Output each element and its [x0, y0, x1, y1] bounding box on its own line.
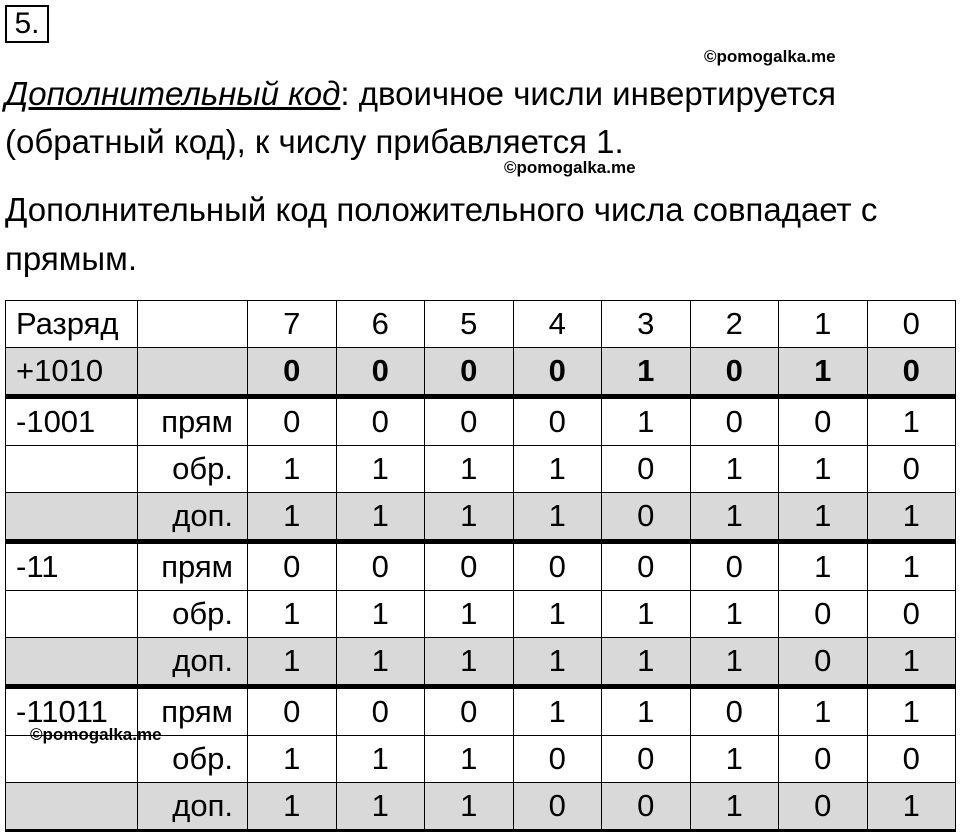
definition-line-2: (обратный код), к числу прибавляется 1. [5, 123, 624, 160]
number-label-empty [6, 446, 138, 493]
bit-cell: 1 [867, 783, 956, 831]
bit-cell: 0 [336, 687, 425, 736]
bit-cell: 1 [602, 591, 691, 638]
bit-cell: 1 [425, 783, 514, 831]
bit-cell: 1 [602, 638, 691, 687]
bit-cell: 1 [690, 493, 779, 542]
bit-cell: 1 [779, 542, 868, 591]
watermark: ©pomogalka.me [704, 47, 836, 66]
bit-cell: 1 [336, 493, 425, 542]
bit-cell: 0 [867, 736, 956, 783]
positive-row [6, 348, 956, 397]
bit-cell: 1 [867, 542, 956, 591]
code-row [6, 397, 956, 446]
bit-cell: 1 [867, 493, 956, 542]
bit-cell: 0 [425, 397, 514, 446]
bit-cell: 0 [602, 542, 691, 591]
watermark: ©pomogalka.me [30, 725, 162, 744]
bit-cell: 0 [779, 783, 868, 831]
number-label: -11 [6, 542, 138, 591]
note-line-2: прямым. [5, 240, 137, 277]
code-type-label: обр. [138, 446, 248, 493]
bit-cell: 1 [336, 446, 425, 493]
bit-cell: 1 [690, 591, 779, 638]
header-label: Разряд [6, 301, 138, 348]
bit-position-2: 2 [690, 301, 779, 348]
bit-cell: 1 [602, 687, 691, 736]
bit-cell: 0 [690, 687, 779, 736]
number-label: +1010 [6, 348, 138, 397]
bit-cell: 0 [513, 783, 602, 831]
bit-cell: 0 [425, 687, 514, 736]
bit-cell: 0 [779, 736, 868, 783]
bit-cell: 1 [690, 446, 779, 493]
header-row [6, 301, 956, 348]
bit-cell: 1 [336, 591, 425, 638]
bit-cell: 1 [602, 397, 691, 446]
bit-cell: 0 [779, 397, 868, 446]
bit-cell: 1 [425, 638, 514, 687]
code-type-label: доп. [138, 783, 248, 831]
bit-cell: 0 [513, 736, 602, 783]
bit-cell: 0 [867, 591, 956, 638]
bit-position-5: 5 [425, 301, 514, 348]
code-row [6, 591, 956, 638]
bit-cell: 0 [779, 638, 868, 687]
bit-cell: 1 [336, 783, 425, 831]
code-row [6, 446, 956, 493]
bit-cell: 1 [690, 736, 779, 783]
bit-cell: 1 [248, 591, 337, 638]
bit-cell: 1 [779, 348, 868, 397]
bit-cell: 1 [248, 736, 337, 783]
bit-cell: 1 [867, 638, 956, 687]
bit-cell: 1 [336, 736, 425, 783]
bit-cell: 0 [248, 542, 337, 591]
bit-cell: 1 [248, 493, 337, 542]
code-type-label: обр. [138, 591, 248, 638]
bit-cell: 0 [602, 736, 691, 783]
bit-cell: 0 [602, 493, 691, 542]
bit-cell: 1 [513, 446, 602, 493]
bit-cell: 1 [779, 493, 868, 542]
header-spacer [138, 301, 248, 348]
bit-cell: 0 [690, 542, 779, 591]
code-type-label: доп. [138, 493, 248, 542]
bit-cell: 0 [513, 542, 602, 591]
number-label: -11011 [6, 687, 138, 736]
bit-cell: 1 [248, 446, 337, 493]
bit-cell: 1 [513, 591, 602, 638]
code-row [6, 783, 956, 831]
code-row [6, 542, 956, 591]
bit-position-0: 0 [867, 301, 956, 348]
bit-cell: 0 [248, 348, 337, 397]
bit-cell: 0 [336, 542, 425, 591]
bit-cell: 1 [336, 638, 425, 687]
bit-cell: 0 [248, 397, 337, 446]
definition-term: Дополнительный код [5, 75, 341, 112]
bit-cell: 0 [513, 397, 602, 446]
bit-cell: 0 [248, 687, 337, 736]
bit-cell: 1 [779, 446, 868, 493]
bit-cell: 0 [425, 542, 514, 591]
bit-cell: 1 [690, 638, 779, 687]
code-type-label: доп. [138, 638, 248, 687]
bit-position-1: 1 [779, 301, 868, 348]
number-label-empty [6, 638, 138, 687]
bit-cell: 0 [867, 348, 956, 397]
binary-code-table [5, 300, 956, 832]
number-label-empty [6, 591, 138, 638]
definition-line-1 [5, 70, 836, 117]
bit-cell: 1 [867, 397, 956, 446]
bit-cell: 0 [690, 348, 779, 397]
bit-cell: 1 [425, 446, 514, 493]
code-type-label: прям [138, 687, 248, 736]
bit-position-6: 6 [336, 301, 425, 348]
code-row [6, 493, 956, 542]
bit-cell: 0 [779, 591, 868, 638]
bit-cell: 0 [602, 783, 691, 831]
bit-cell: 1 [425, 736, 514, 783]
bit-cell: 0 [336, 348, 425, 397]
bit-position-7: 7 [248, 301, 337, 348]
bit-cell: 1 [425, 591, 514, 638]
number-label-empty [6, 783, 138, 831]
bit-position-3: 3 [602, 301, 691, 348]
bit-cell: 1 [779, 687, 868, 736]
bit-cell: 0 [425, 348, 514, 397]
task-number: 5. [5, 5, 49, 43]
bit-cell: 0 [690, 397, 779, 446]
bit-cell: 1 [248, 783, 337, 831]
code-type-label: прям [138, 397, 248, 446]
bit-cell: 1 [690, 783, 779, 831]
bit-position-4: 4 [513, 301, 602, 348]
number-label: -1001 [6, 397, 138, 446]
code-type-label: обр. [138, 736, 248, 783]
code-type-label: прям [138, 542, 248, 591]
note-line-1: Дополнительный код положительного числа совпадает с [5, 191, 878, 228]
code-row [6, 638, 956, 687]
definition-text: : двоичное числи инвертируется [340, 75, 837, 112]
bit-cell: 1 [513, 687, 602, 736]
bit-cell: 0 [867, 446, 956, 493]
bit-cell: 1 [513, 493, 602, 542]
code-type-spacer [138, 348, 248, 397]
bit-cell: 1 [602, 348, 691, 397]
bit-cell: 0 [513, 348, 602, 397]
bit-cell: 0 [336, 397, 425, 446]
bit-cell: 1 [867, 687, 956, 736]
number-label-empty [6, 493, 138, 542]
bit-cell: 1 [425, 493, 514, 542]
bit-cell: 1 [513, 638, 602, 687]
watermark: ©pomogalka.me [504, 158, 636, 177]
bit-cell: 1 [248, 638, 337, 687]
bit-cell: 0 [602, 446, 691, 493]
